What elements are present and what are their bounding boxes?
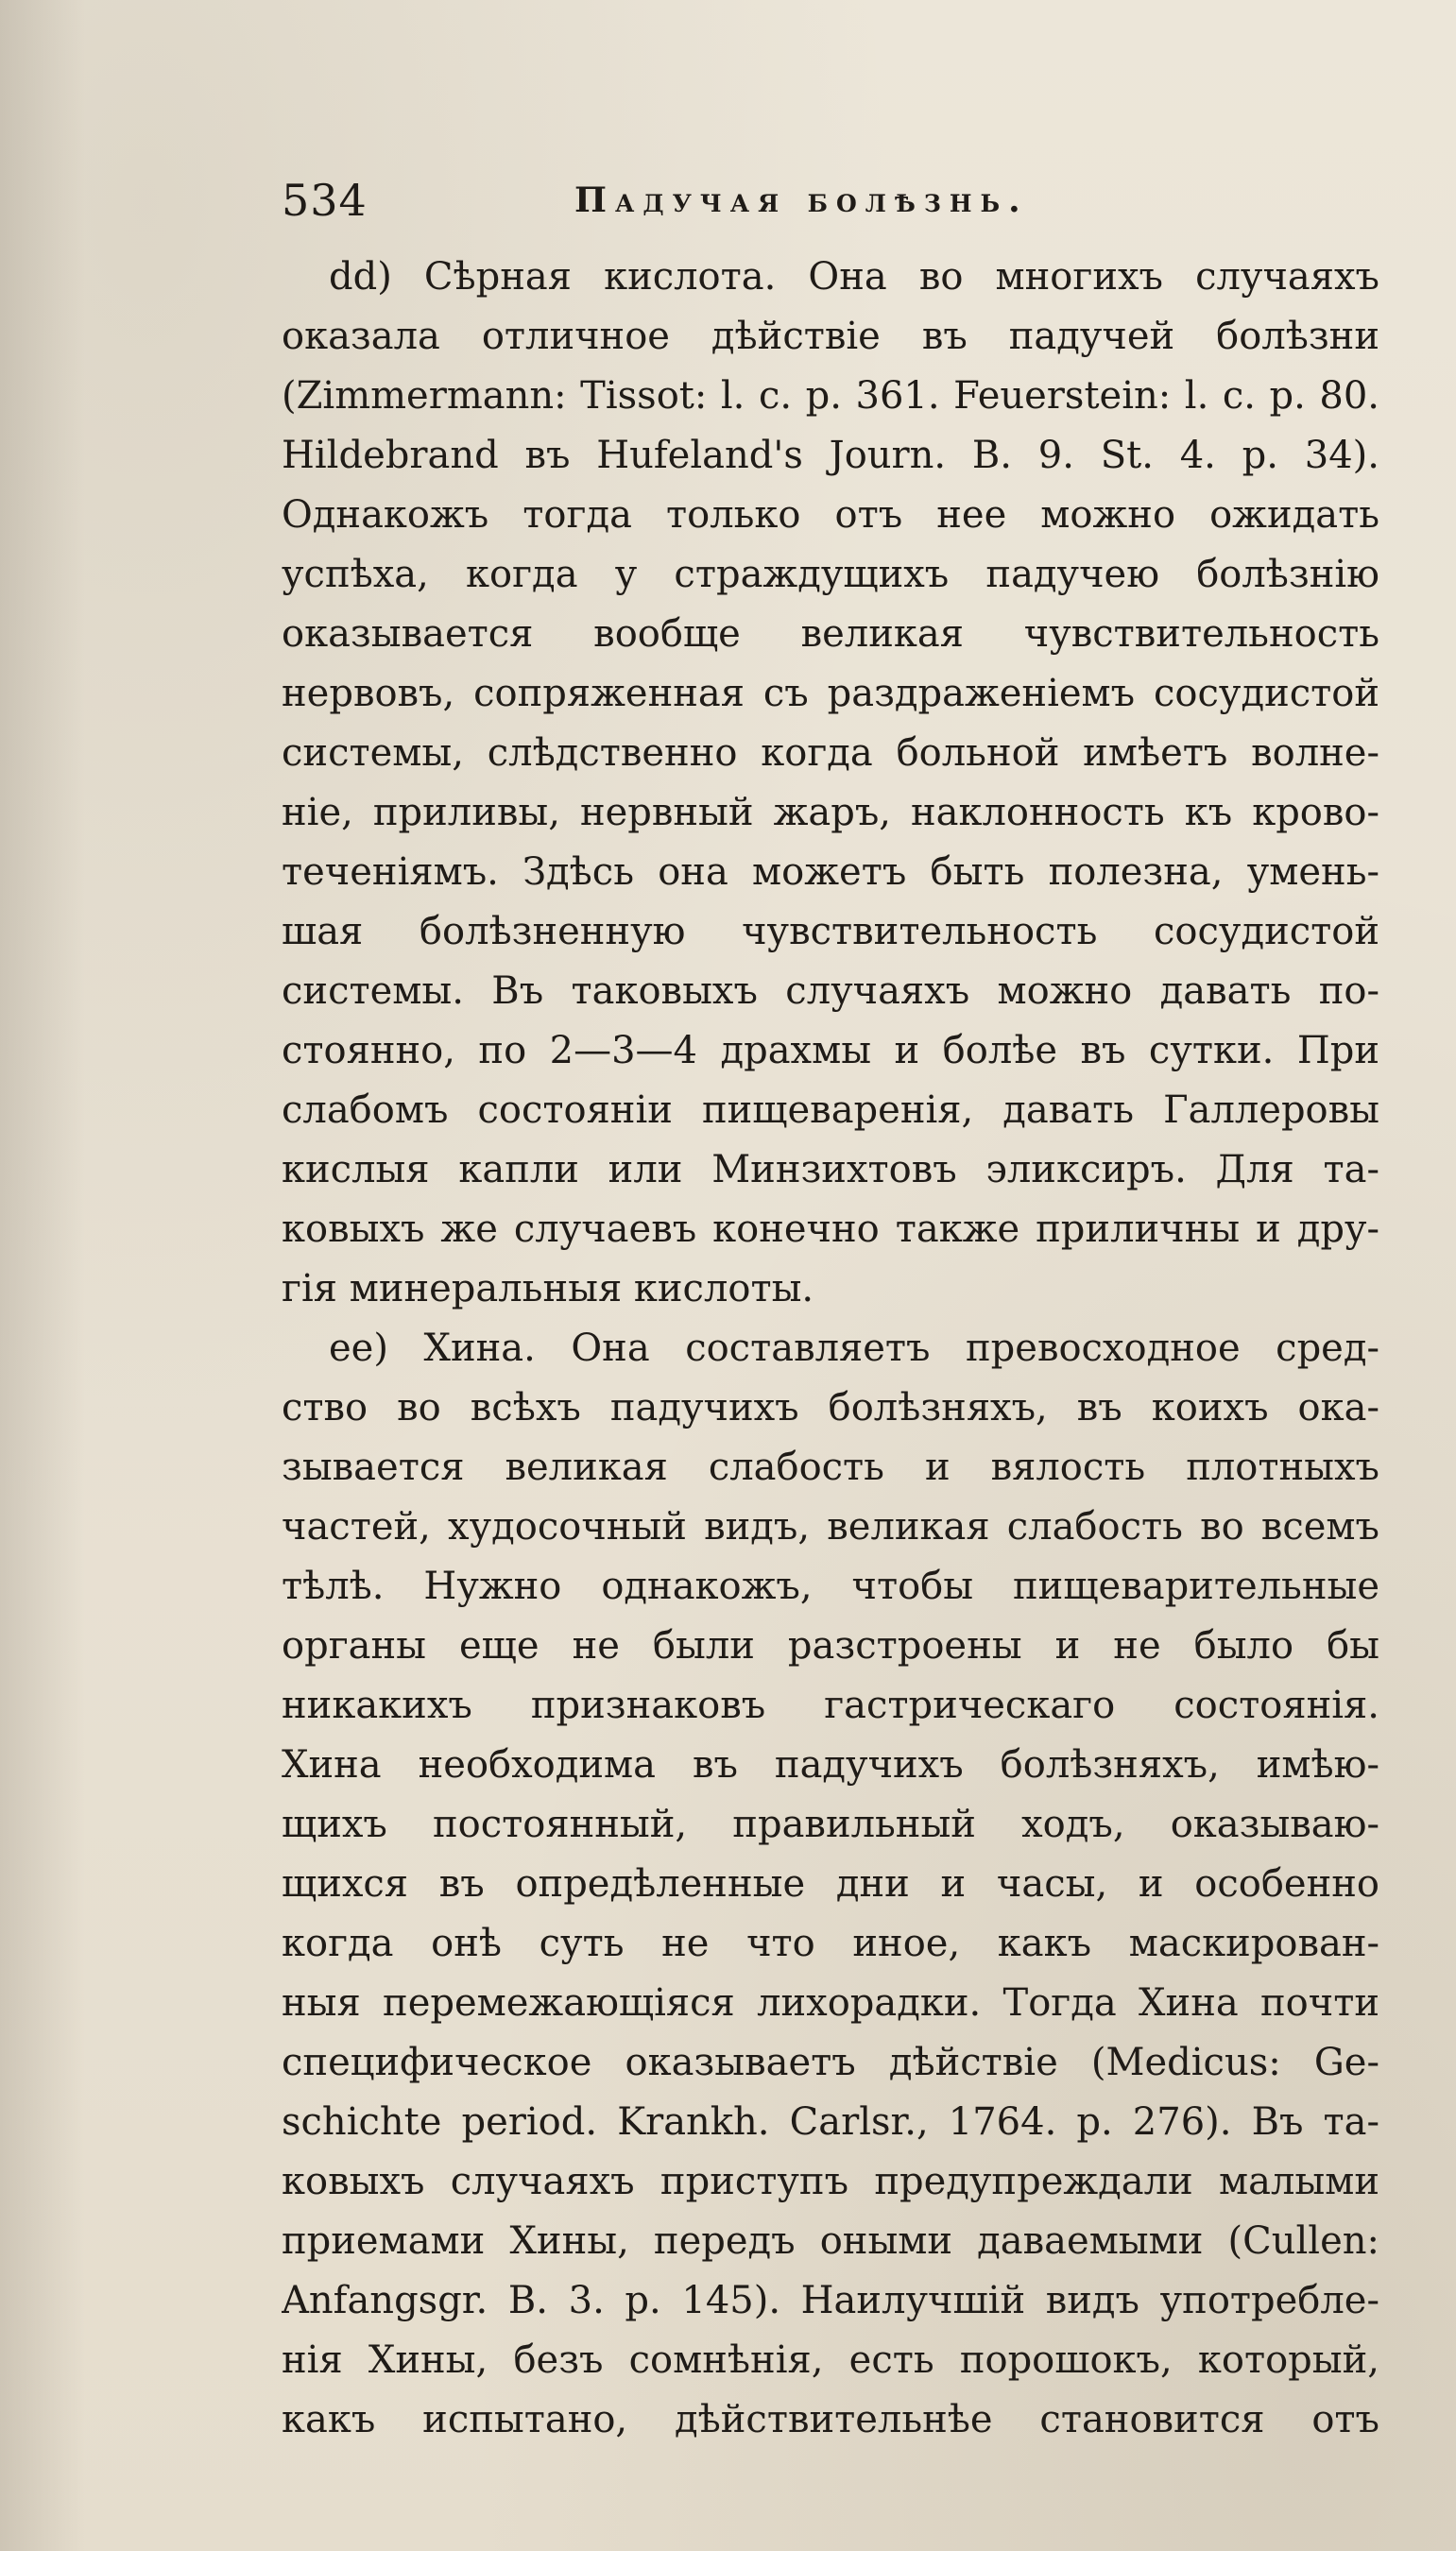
page-number: 534 bbox=[282, 175, 368, 226]
text-line: зывается великая слабость и вялость плотныхъ bbox=[282, 1446, 1379, 1489]
text-line: стоянно, по 2—3—4 драхмы и болѣе въ сутки. При bbox=[282, 1029, 1379, 1072]
running-title: Падучая болѣзнь. bbox=[574, 180, 1029, 220]
text-line: ство во всѣхъ падучихъ болѣзняхъ, въ коихъ ока- bbox=[282, 1386, 1379, 1430]
text-line: щихъ постоянный, правильный ходъ, оказываю- bbox=[282, 1803, 1379, 1846]
text-line: теченіямъ. Здѣсь она можетъ быть полезна, умень- bbox=[282, 850, 1379, 894]
text-line: никакихъ признаковъ гастрическаго состоянія. bbox=[282, 1684, 1379, 1727]
text-line: кислыя капли или Минзихтовъ эликсиръ. Для та- bbox=[282, 1148, 1379, 1191]
text-line: dd) Сѣрная кислота. Она во многихъ случаяхъ bbox=[329, 255, 1379, 299]
text-line: специфическое оказываетъ дѣйствіе (Medicus: Ge- bbox=[282, 2041, 1379, 2084]
text-line: тѣлѣ. Нужно однакожъ, чтобы пищеварительные bbox=[282, 1565, 1379, 1608]
text-line: нервовъ, сопряженная съ раздраженіемъ сосудистой bbox=[282, 672, 1379, 715]
text-line: Однакожъ тогда только отъ нее можно ожидать bbox=[282, 493, 1379, 537]
text-line: оказывается вообще великая чувствительность bbox=[282, 612, 1379, 656]
text-line: schichte period. Krankh. Carlsr., 1764. p. 276). Въ та- bbox=[282, 2100, 1379, 2144]
text-line: щихся въ опредѣленные дни и часы, и особенно bbox=[282, 1862, 1379, 1906]
text-line: оказала отличное дѣйствіе въ падучей болѣзни bbox=[282, 315, 1379, 358]
text-line: органы еще не были разстроены и не было бы bbox=[282, 1624, 1379, 1668]
body-text bbox=[282, 248, 1379, 2450]
text-line: Anfangsgr. B. 3. p. 145). Наилучшій видъ употребле- bbox=[282, 2279, 1379, 2322]
text-line: системы, слѣдственно когда больной имѣетъ волне- bbox=[282, 731, 1379, 775]
page-header bbox=[282, 175, 1321, 241]
text-line: системы. Въ таковыхъ случаяхъ можно давать по- bbox=[282, 969, 1379, 1013]
text-line: какъ испытано, дѣйствительнѣе становится отъ bbox=[282, 2398, 1379, 2441]
spine-shadow bbox=[0, 0, 85, 2551]
text-line: Hildebrand въ Hufeland's Journ. B. 9. St. 4. p. 34). bbox=[282, 434, 1379, 477]
text-line: ніе, приливы, нервный жаръ, наклонность къ крово- bbox=[282, 791, 1379, 834]
text-line: когда онѣ суть не что иное, какъ маскирован- bbox=[282, 1922, 1379, 1965]
text-line: шая болѣзненную чувствительность сосудистой bbox=[282, 910, 1379, 953]
text-line: Хина необходима въ падучихъ болѣзняхъ, имѣю- bbox=[282, 1743, 1379, 1787]
text-line: (Zimmermann: Tissot: l. c. p. 361. Feuerstein: l. c. p. 80. bbox=[282, 374, 1379, 418]
text-line: ковыхъ случаяхъ приступъ предупреждали малыми bbox=[282, 2160, 1379, 2203]
text-line: ковыхъ же случаевъ конечно также приличны и дру- bbox=[282, 1207, 1379, 1251]
text-line: гія минеральныя кислоты. bbox=[282, 1267, 814, 1310]
text-line: слабомъ состояніи пищеваренія, давать Галлеровы bbox=[282, 1088, 1379, 1132]
text-line: нія Хины, безъ сомнѣнія, есть порошокъ, который, bbox=[282, 2338, 1379, 2382]
text-line: ныя перемежающіяся лихорадки. Тогда Хина почти bbox=[282, 1981, 1379, 2025]
text-line: успѣха, когда у страждущихъ падучею болѣзнію bbox=[282, 553, 1379, 596]
text-line: ee) Хина. Она составляетъ превосходное сред- bbox=[329, 1327, 1379, 1370]
text-line: приемами Хины, передъ оными даваемыми (Cullen: bbox=[282, 2219, 1379, 2263]
text-line: частей, худосочный видъ, великая слабость во всемъ bbox=[282, 1505, 1379, 1549]
